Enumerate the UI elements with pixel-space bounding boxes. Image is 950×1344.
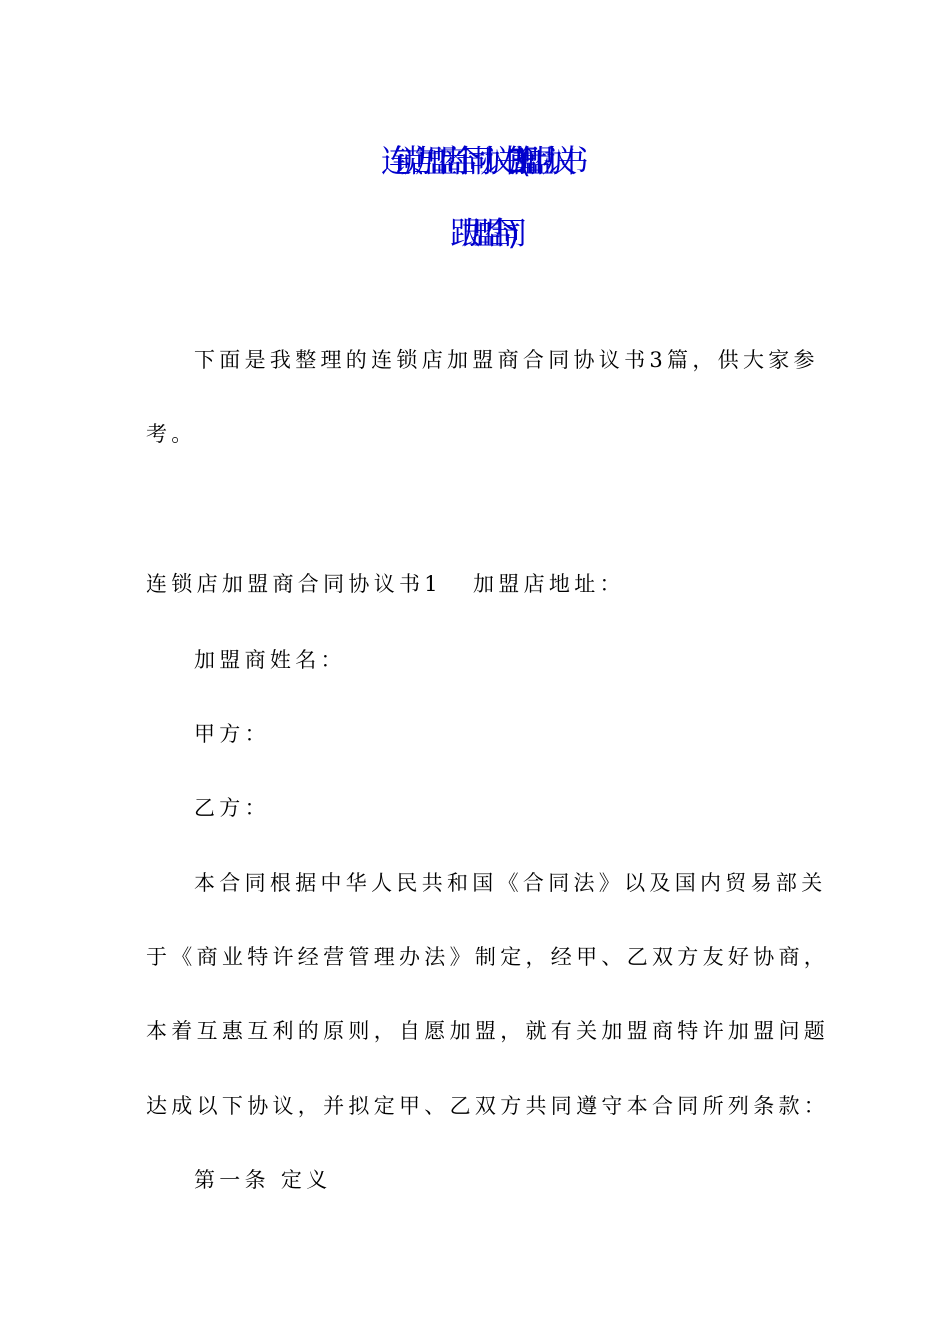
party-b-label: 乙方： [194,796,270,820]
intro-paragraph-line-1: 下面是我整理的连锁店加盟商合同协议书3篇，供大家参 [194,348,819,372]
document-title-line-2: 跟加盟合同) [449,216,501,252]
party-a-label: 甲方： [194,722,270,746]
article-1-heading: 第一条 定义 [194,1168,332,1192]
body-paragraph-line-3: 本着互惠互利的原则，自愿加盟，就有关加盟商特许加盟问题 [146,1019,830,1043]
intro-paragraph-line-2: 考。 [146,422,197,446]
body-paragraph-line-2: 于《商业特许经营管理办法》制定，经甲、乙双方友好协商， [146,945,830,969]
section-heading: 连锁店加盟商合同协议书1 [146,572,442,596]
franchisee-name-label: 加盟商姓名： [194,648,346,672]
body-paragraph-line-4: 达成以下协议，并拟定甲、乙双方共同遵守本合同所列条款： [146,1094,830,1118]
body-paragraph-line-1: 本合同根据中华人民共和国《合同法》以及国内贸易部关 [194,871,827,895]
franchise-address-label: 加盟店地址： [473,572,625,596]
document-title-line-1: 连锁店加盟商合同协议书3篇(加盟协议书 [380,144,570,180]
